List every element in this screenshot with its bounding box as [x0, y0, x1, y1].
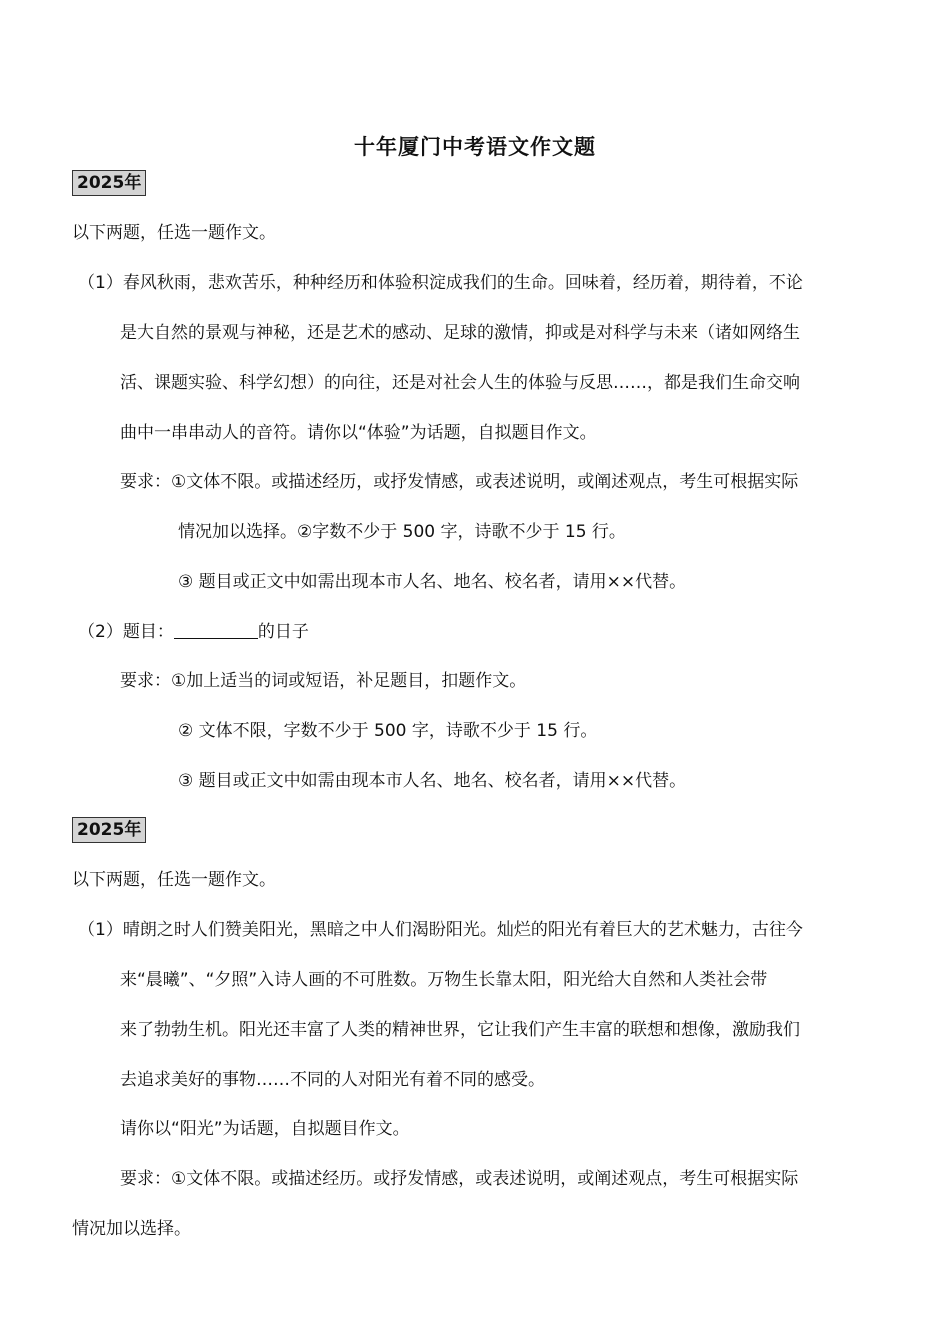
requirement-line: 要求：①文体不限。或描述经历，或抒发情感，或表述说明，或阐述观点，考生可根据实际	[120, 472, 799, 492]
year-badge: 2025年	[72, 170, 146, 196]
section-intro: 以下两题，任选一题作文。	[72, 870, 276, 890]
question-2-prefix: （2）题目：	[78, 622, 174, 642]
question-1-line: （1）晴朗之时人们赞美阳光，黑暗之中人们渴盼阳光。灿烂的阳光有着巨大的艺术魅力，古往今	[78, 920, 803, 940]
page-title: 十年厦门中考语文作文题	[354, 135, 596, 159]
question-1-line: 活、课题实验、科学幻想）的向往，还是对社会人生的体验与反思……，都是我们生命交响	[120, 373, 800, 393]
question-1-line: 来“晨曦”、“夕照”入诗人画的不可胜数。万物生长靠太阳，阳光给大自然和人类社会带	[120, 970, 768, 990]
requirement-line: 情况加以选择。	[72, 1219, 191, 1239]
question-1-line: 曲中一串串动人的音符。请你以“体验”为话题，自拟题目作文。	[120, 423, 597, 443]
requirement-line: ② 文体不限，字数不少于 500 字，诗歌不少于 15 行。	[178, 721, 598, 741]
requirement-line: 要求：①加上适当的词或短语，补足题目，扣题作文。	[120, 671, 527, 691]
question-2-suffix: 的日子	[257, 622, 309, 642]
year-badge: 2025年	[72, 817, 146, 843]
question-2-line	[78, 620, 309, 644]
requirement-line: 要求：①文体不限。或描述经历。或抒发情感，或表述说明，或阐述观点，考生可根据实际	[120, 1169, 799, 1189]
question-1-line: （1）春风秋雨，悲欢苦乐，种种经历和体验积淀成我们的生命。回味着，经历着，期待着，不论	[78, 273, 803, 293]
requirement-line: ③ 题目或正文中如需出现本市人名、地名、校名者，请用××代替。	[178, 572, 687, 592]
requirement-line: ③ 题目或正文中如需由现本市人名、地名、校名者，请用××代替。	[178, 771, 687, 791]
question-1-line: 是大自然的景观与神秘，还是艺术的感动、足球的激情，抑或是对科学与未来（诸如网络生	[120, 323, 800, 343]
title-blank	[174, 620, 258, 639]
question-1-line: 请你以“阳光”为话题，自拟题目作文。	[120, 1119, 410, 1139]
requirement-line: 情况加以选择。②字数不少于 500 字，诗歌不少于 15 行。	[178, 522, 626, 542]
section-intro: 以下两题，任选一题作文。	[72, 223, 276, 243]
question-1-line: 去追求美好的事物……不同的人对阳光有着不同的感受。	[120, 1070, 545, 1090]
question-1-line: 来了勃勃生机。阳光还丰富了人类的精神世界，它让我们产生丰富的联想和想像，激励我们	[120, 1020, 800, 1040]
